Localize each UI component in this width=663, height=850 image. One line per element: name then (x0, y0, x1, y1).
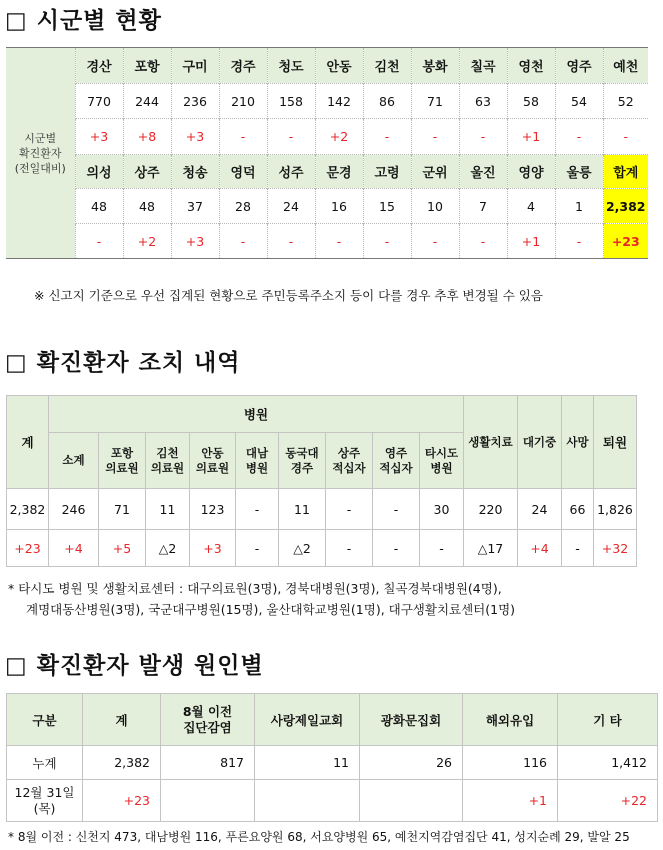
region-change: - (75, 224, 123, 259)
region-change: - (555, 119, 603, 155)
life-center-header: 생활치료 (464, 396, 518, 489)
action-change: - (420, 530, 464, 567)
region-count: 158 (267, 84, 315, 119)
region-count: 52 (603, 84, 648, 119)
cause-header: 계 (83, 694, 161, 746)
region-change: +1 (507, 119, 555, 155)
region-count: 16 (315, 189, 363, 224)
discharged-header: 퇴원 (594, 396, 637, 489)
cause-header: 광화문집회 (360, 694, 463, 746)
region-name: 영양 (507, 155, 555, 189)
region-name: 칠곡 (459, 48, 507, 84)
cause-value (360, 780, 463, 822)
side-label-line: (전일대비) (14, 161, 66, 175)
action-change: +32 (594, 530, 637, 567)
action-change: +5 (99, 530, 146, 567)
region-count: 71 (411, 84, 459, 119)
action-change: △2 (279, 530, 326, 567)
region-count: 86 (363, 84, 411, 119)
cause-header: 사랑제일교회 (255, 694, 360, 746)
cause-value: 2,382 (83, 746, 161, 780)
cause-header: 구분 (7, 694, 83, 746)
region-count: 58 (507, 84, 555, 119)
region-name: 포항 (123, 48, 171, 84)
region-change: +3 (171, 119, 219, 155)
actions-header-row-1 (7, 396, 637, 433)
region-count: 24 (267, 189, 315, 224)
region-count: 37 (171, 189, 219, 224)
region-change: +2 (123, 224, 171, 259)
total-header: 계 (7, 396, 49, 489)
action-value: - (373, 489, 420, 530)
region-count: 236 (171, 84, 219, 119)
cause-value (255, 780, 360, 822)
region-change: - (363, 119, 411, 155)
region-name: 청도 (267, 48, 315, 84)
region-name: 영주 (555, 48, 603, 84)
region-count: 48 (75, 189, 123, 224)
region-change: - (315, 224, 363, 259)
hospital-subheader: 영주 적십자 (373, 433, 420, 489)
patient-actions-table (6, 395, 637, 567)
region-change: - (411, 224, 459, 259)
total-change: +23 (603, 224, 648, 259)
hospital-subheader: 포항 의료원 (99, 433, 146, 489)
section-title-region-status: □ 시군별 현황 (5, 8, 162, 34)
region-change: +2 (315, 119, 363, 155)
cause-row-daily (7, 780, 658, 822)
action-change: △17 (464, 530, 518, 567)
section-title-patient-actions: □ 확진환자 조치 내역 (5, 350, 241, 376)
action-value: 2,382 (7, 489, 49, 530)
hospital-subheader: 동국대 경주 (279, 433, 326, 489)
region-change: - (459, 224, 507, 259)
cause-value: 817 (161, 746, 255, 780)
action-change: +23 (7, 530, 49, 567)
region-change: +8 (123, 119, 171, 155)
region-change: - (219, 224, 267, 259)
region-name: 경산 (75, 48, 123, 84)
region-name: 예천 (603, 48, 648, 84)
region-count: 28 (219, 189, 267, 224)
region-count: 7 (459, 189, 507, 224)
region-count: 48 (123, 189, 171, 224)
region-change: - (459, 119, 507, 155)
region-count: 244 (123, 84, 171, 119)
region-note: ※ 신고지 기준으로 우선 집계된 현황으로 주민등록주소지 등이 다를 경우 추후 변경될 수 있음 (34, 288, 543, 303)
region-name: 고령 (363, 155, 411, 189)
region-name-row-1 (6, 48, 648, 84)
region-count: 15 (363, 189, 411, 224)
action-change: +4 (49, 530, 99, 567)
region-name: 안동 (315, 48, 363, 84)
actions-change-row (7, 530, 637, 567)
section-title-cause: □ 확진환자 발생 원인별 (5, 653, 264, 679)
region-name: 군위 (411, 155, 459, 189)
region-name: 봉화 (411, 48, 459, 84)
cause-value: 116 (463, 746, 558, 780)
cause-value: 1,412 (558, 746, 658, 780)
cause-value: +22 (558, 780, 658, 822)
region-name: 상주 (123, 155, 171, 189)
action-value: - (236, 489, 279, 530)
side-label-line: 확진환자 (18, 146, 62, 160)
action-value: 71 (99, 489, 146, 530)
region-change: - (267, 224, 315, 259)
region-count: 1 (555, 189, 603, 224)
hospital-subheader: 김천 의료원 (146, 433, 190, 489)
region-count-row-2 (6, 189, 648, 224)
region-change: - (363, 224, 411, 259)
total-label: 합계 (603, 155, 648, 189)
region-count: 142 (315, 84, 363, 119)
cause-header-row (7, 694, 658, 746)
death-header: 사망 (562, 396, 594, 489)
action-value: 24 (518, 489, 562, 530)
action-value: 1,826 (594, 489, 637, 530)
region-change: - (603, 119, 648, 155)
region-count: 4 (507, 189, 555, 224)
cause-note: * 8월 이전 : 신천지 473, 대남병원 116, 푸른요양원 68, 서요양병원 65, 예천지역감염집단 41, 성지순례 29, 발알 25 (8, 830, 630, 844)
region-name: 청송 (171, 155, 219, 189)
cause-row-cumulative (7, 746, 658, 780)
action-value: 11 (146, 489, 190, 530)
region-change: - (411, 119, 459, 155)
region-count: 54 (555, 84, 603, 119)
region-count: 10 (411, 189, 459, 224)
actions-value-row (7, 489, 637, 530)
hospital-subheader: 대남 병원 (236, 433, 279, 489)
side-label-line: 시군별 (24, 131, 57, 145)
action-value: 11 (279, 489, 326, 530)
actions-note-line: * 타시도 병원 및 생활치료센터 : 대구의료원(3명), 경북대병원(3명), 칠곡경북대병원(4명), (8, 581, 502, 596)
action-value: 220 (464, 489, 518, 530)
action-change: - (326, 530, 373, 567)
region-count: 770 (75, 84, 123, 119)
region-name-row-2 (6, 155, 648, 189)
cause-header: 8월 이전 집단감염 (161, 694, 255, 746)
region-name: 의성 (75, 155, 123, 189)
region-change: - (555, 224, 603, 259)
cause-header: 해외유입 (463, 694, 558, 746)
waiting-header: 대기중 (518, 396, 562, 489)
region-change: - (267, 119, 315, 155)
hospital-subheader: 상주 적십자 (326, 433, 373, 489)
region-name: 울릉 (555, 155, 603, 189)
cause-value: +1 (463, 780, 558, 822)
region-change: - (219, 119, 267, 155)
cause-value: 26 (360, 746, 463, 780)
cause-table (6, 693, 658, 822)
hospital-subheader: 타시도 병원 (420, 433, 464, 489)
actions-note-line: 계명대동산병원(3명), 국군대구병원(15명), 울산대학교병원(1명), 대구생활치료센터(1명) (26, 602, 516, 617)
region-name: 경주 (219, 48, 267, 84)
cause-header: 기 타 (558, 694, 658, 746)
side-label-cell (6, 48, 75, 259)
hospital-subheader: 소계 (49, 433, 99, 489)
region-name: 울진 (459, 155, 507, 189)
action-value: 30 (420, 489, 464, 530)
action-change: △2 (146, 530, 190, 567)
region-count-row-1 (6, 84, 648, 119)
region-name: 영천 (507, 48, 555, 84)
action-value: - (326, 489, 373, 530)
region-change: +3 (75, 119, 123, 155)
region-change-row-1 (6, 119, 648, 155)
region-count: 210 (219, 84, 267, 119)
action-value: 66 (562, 489, 594, 530)
region-name: 성주 (267, 155, 315, 189)
action-value: 123 (190, 489, 236, 530)
region-name: 김천 (363, 48, 411, 84)
region-name: 구미 (171, 48, 219, 84)
cause-value: +23 (83, 780, 161, 822)
cause-value (161, 780, 255, 822)
region-name: 영덕 (219, 155, 267, 189)
cause-value: 11 (255, 746, 360, 780)
region-change-row-2 (6, 224, 648, 259)
action-change: +4 (518, 530, 562, 567)
total-count: 2,382 (603, 189, 648, 224)
action-change: - (236, 530, 279, 567)
action-change: - (562, 530, 594, 567)
action-change: - (373, 530, 420, 567)
region-count: 63 (459, 84, 507, 119)
region-status-table (6, 47, 648, 259)
region-change: +3 (171, 224, 219, 259)
hospital-group-header: 병원 (49, 396, 464, 433)
action-change: +3 (190, 530, 236, 567)
action-value: 246 (49, 489, 99, 530)
region-name: 문경 (315, 155, 363, 189)
cause-row-label: 12월 31일 (목) (7, 780, 83, 822)
cause-row-label: 누계 (7, 746, 83, 780)
hospital-subheader: 안동 의료원 (190, 433, 236, 489)
region-change: +1 (507, 224, 555, 259)
